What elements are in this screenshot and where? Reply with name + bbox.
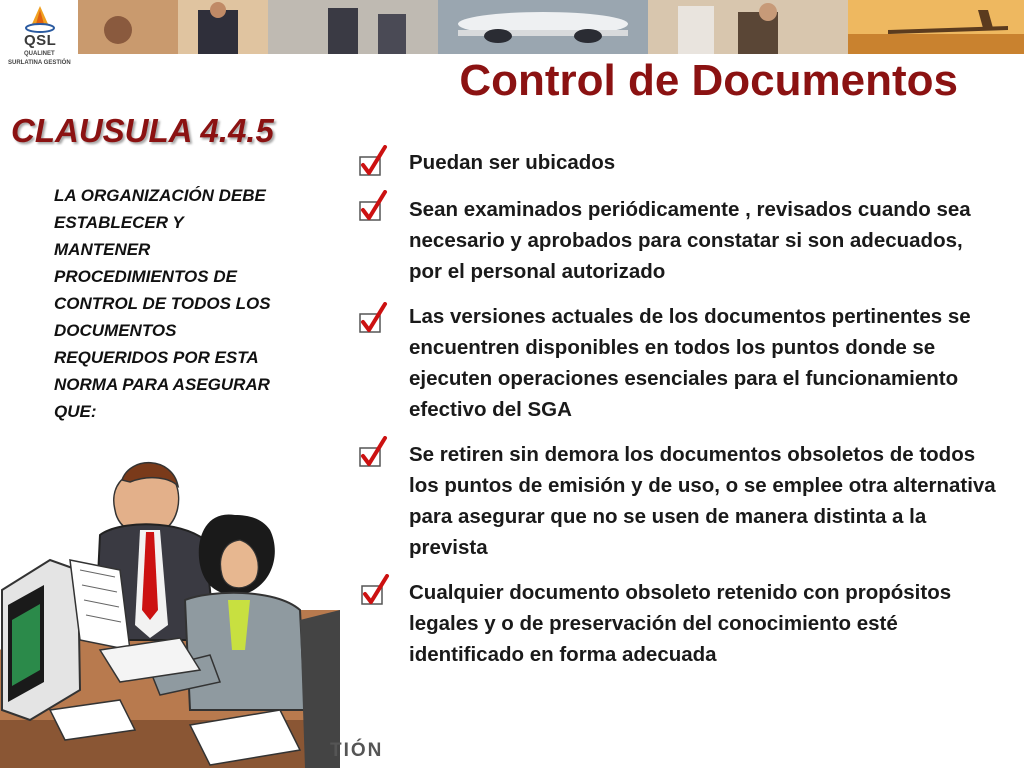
header-banner <box>0 0 1024 54</box>
check-icon <box>357 436 389 470</box>
qsl-logo-mark-icon <box>24 4 56 34</box>
requirement-item-2: Sean examinados periódicamente , revisados cuando sea necesario y aprobados para constatar si son adecuados, por el personal autorizado <box>409 198 971 283</box>
check-icon <box>359 574 391 608</box>
check-icon <box>357 145 389 179</box>
logo-name: QSL <box>24 32 57 49</box>
clausula-heading: CLAUSULA 4.4.5 <box>11 112 274 149</box>
logo-line1: QUALINET <box>24 51 55 57</box>
requirement-item-5: Cualquier documento obsoleto retenido con propósitos legales y o de preservación del conocimiento esté identificado en forma adecuada <box>409 581 952 666</box>
check-icon <box>357 190 389 224</box>
banner-photos <box>78 0 1024 54</box>
logo-line2: SURLATINA GESTIÓN <box>8 60 71 66</box>
check-icon <box>357 302 389 336</box>
requirement-item-1: Puedan ser ubicados <box>409 151 616 174</box>
intro-text: LA ORGANIZACIÓN DEBE ESTABLECER Y MANTENER PROCEDIMIENTOS DE CONTROL DE TODOS LOS DOCUMENTOS REQUERIDOS POR ESTA NORMA PARA ASEGURAR QUE: <box>54 186 271 421</box>
requirement-item-3: Las versiones actuales de los documentos pertinentes se encuentren disponibles en todos los puntos donde se ejecuten operaciones esenciales para el funcionamiento efectivo del SGA <box>409 305 971 421</box>
office-workers-illustration <box>0 420 360 768</box>
footer-text-fragment: TIÓN <box>330 740 384 761</box>
requirement-item-4: Se retiren sin demora los documentos obsoletos de todos los puntos de emisión y de uso, o se emplee otra alternativa para asegurar que no se usen de manera distinta a la prevista <box>409 443 996 559</box>
slide-title: Control de Documentos <box>459 56 958 105</box>
qsl-logo <box>0 0 78 78</box>
